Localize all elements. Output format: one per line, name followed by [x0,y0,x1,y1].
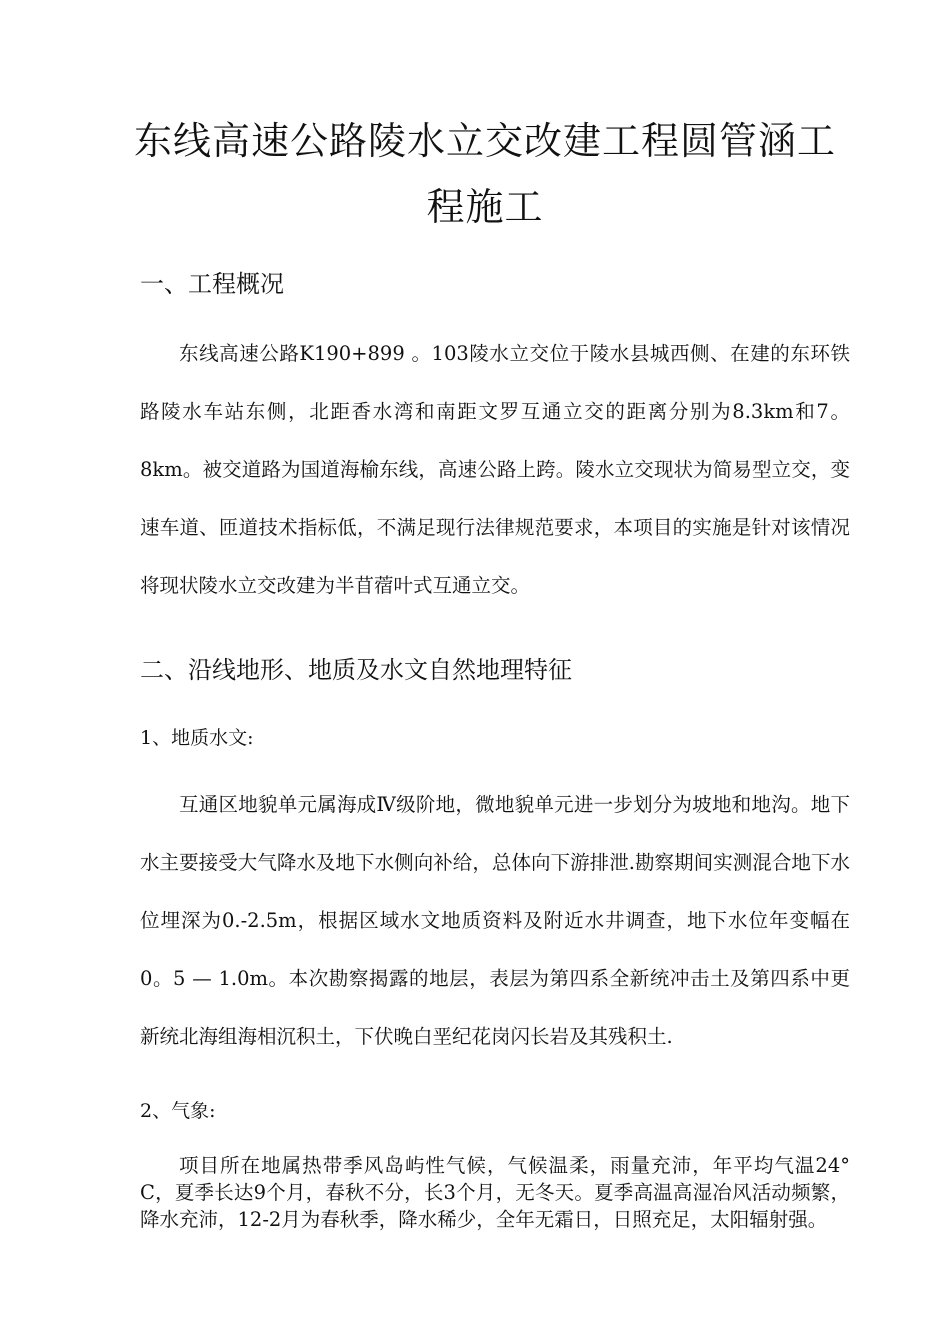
section-heading-project-overview: 一、工程概况 [140,270,284,298]
document-title: 东线高速公路陵水立交改建工程圆管涵工程施工 [133,119,836,229]
project-overview-paragraph: 东线高速公路K190+899 。103陵水立交位于陵水县城西侧、在建的东环铁路陵水车站东侧，北距香水湾和南距文罗互通立交的距离分别为8.3km和7。8km。被交道路为国道海榆东线，高速公路上跨。陵水立交现状为简易型立交，变速车道、匝道技术指标低，不满足现行法律规范要求，本项目的实施是针对该情况将现状陵水立交改建为半苜蓿叶式互通立交。 [140,342,850,597]
geology-hydrology-paragraph: 互通区地貌单元属海成Ⅳ级阶地，微地貌单元进一步划分为坡地和地沟。地下水主要接受大气降水及地下水侧向补给，总体向下游排泄.勘察期间实测混合地下水位埋深为0.-2.5m，根据区域水文地质资料及附近水井调查，地下水位年变幅在0。5 — 1.0m。本次勘察揭露的地层，表层为第四系全新统冲击土及第四系中更新统北海组海相沉积土，下伏晚白垩纪花岗闪长岩及其残积土. [140,793,850,1048]
subsection-heading-geology-hydrology: 1、地质水文: [140,727,254,749]
climate-paragraph: 项目所在地属热带季风岛屿性气候，气候温柔，雨量充沛，年平均气温24° C，夏季长达9个月，春秋不分，长3个月，无冬天。夏季高温高湿冶风活动频繁，降水充沛，12-2月为春秋季，降水稀少，全年无霜日，日照充足，太阳辐射强。 [140,1154,850,1231]
subsection-heading-climate: 2、气象: [140,1100,216,1122]
section-heading-geography: 二、沿线地形、地质及水文自然地理特征 [140,656,572,684]
